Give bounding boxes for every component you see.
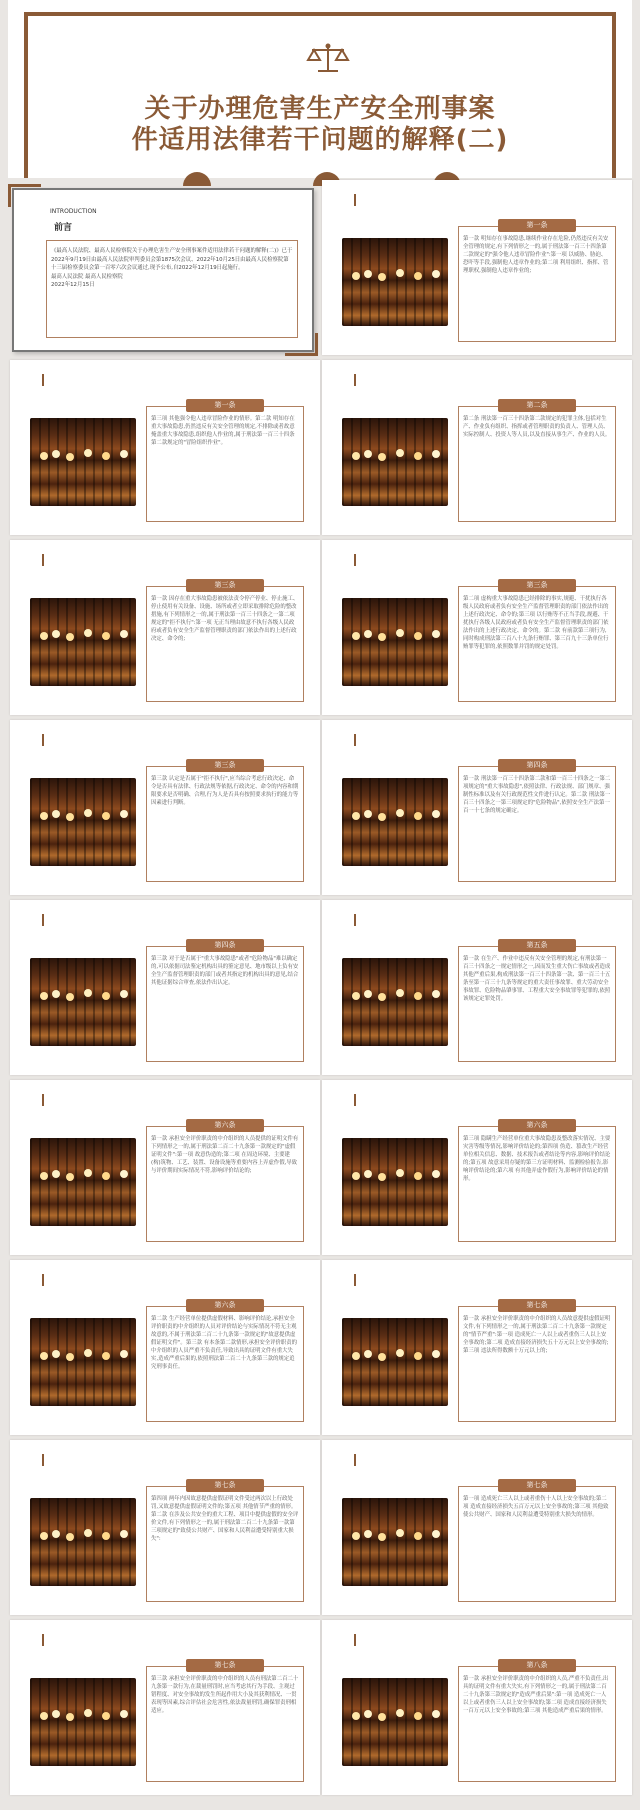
slide-tick-decoration [42, 1094, 44, 1106]
slide-thumbnail[interactable] [10, 1440, 320, 1615]
article-text: 第三项 隐瞒生产经营单位重大事故隐患及整改落实情况、主要灾害等级等情况,影响评价结论的;第四项 伪造、篡改生产经营单位相关信息、数据、技术报告或者结论等内容,影响评价结论的;第五项 故意采用存疑的第三方证明材料、监测检验报告,影响评价结论的;第六项 有其他弄虚作假行为,影响评价结论的情形。 [463, 1136, 611, 1182]
article-label: 第三条 [498, 579, 576, 592]
article-text-box [146, 1481, 304, 1602]
article-label: 第六条 [186, 1299, 264, 1312]
slide-thumbnail[interactable] [10, 360, 320, 535]
slide-thumbnail[interactable] [322, 1080, 632, 1255]
bookshelf-photo [342, 1678, 448, 1766]
article-text-box [458, 1661, 616, 1782]
cover-slide[interactable] [8, 0, 632, 178]
article-label: 第六条 [186, 1119, 264, 1132]
bookshelf-photo [30, 1318, 136, 1406]
slide-tick-decoration [354, 554, 356, 566]
article-label: 第七条 [186, 1479, 264, 1492]
bookshelf-photo [342, 1318, 448, 1406]
bookshelf-photo [30, 1678, 136, 1766]
article-text: 第一款 在生产、作业中违反有关安全管理的规定,有刑法第一百三十四条之一规定情形之一,因而发生重大伤亡事故或者造成其他严重后果,构成刑法第一百三十四条第一款、第一百三十五条至第一百三十九条等规定的重大责任事故罪、重大劳动安全事故罪、危险物品肇事罪、工程重大安全事故罪等犯罪的,依照该规定定罪处罚。 [463, 956, 611, 1002]
article-text-box [146, 1301, 304, 1422]
article-text: 第三款 认定是否属于"拒不执行",应当综合考虑行政决定、命令是否具有法律、行政法规等依据,行政决定、命令的内容和期限要求是否明确、合理,行为人是否具有按照要求执行的能力等因素进行判断。 [151, 776, 299, 806]
article-label: 第七条 [186, 1659, 264, 1672]
slide-thumbnail[interactable] [10, 540, 320, 715]
slide-tick-decoration [354, 1634, 356, 1646]
article-text: 第三项 其他强令他人违章冒险作业的情形。第二款 明知存在重大事故隐患,仍然违反有关安全管理的规定,不排除或者故意掩盖重大事故隐患,组织他人作业的,属于刑法第一百三十四条第二款规定的"冒险组织作业"。 [151, 416, 295, 446]
article-text: 第一项 造成死亡三人以上或者重伤十人以上安全事故的;第二项 造成直接经济损失五百万元以上安全事故的;第三项 其他致使公共财产、国家和人民利益遭受特别重大损失的情形。 [463, 1496, 609, 1518]
slide-thumbnail[interactable] [322, 900, 632, 1075]
cover-title-line-1: 关于办理危害生产安全刑事案 [144, 94, 496, 124]
article-text: 第一款 刑法第一百三十四条第二款和第一百三十四条之一第二项规定的"重大事故隐患",依照法律、行政法规、部门规章、强制性标准以及有关行政规范性文件进行认定。第二款 刑法第一百三十四条之一第三项规定的"危险物品",依照安全生产法第一百一十七条的规定确定。 [463, 776, 611, 814]
slide-tick-decoration [354, 194, 356, 206]
article-text-box [146, 941, 304, 1062]
article-text: 第一款 承担安全评价职责的中介组织的人员,严重不负责任,出具的证明文件有重大失实,有下列情形之一的,属于刑法第二百二十九条第三款规定的"造成严重后果":第一项 造成死亡一人以上或者重伤三人以上安全事故的;第二项 造成直接经济损失一百万元以上安全事故的;第三项 其他造成严重后果的情形。 [463, 1676, 609, 1714]
article-label: 第四条 [186, 939, 264, 952]
slide-tick-decoration [42, 1274, 44, 1286]
article-text: 第四项 两年内因故意提供虚假证明文件受过两次以上行政处罚,又故意提供虚假证明文件的;第五项 其他情节严重的情形。第二款 在涉及公共安全的重大工程、项目中提供虚假的安全评价文件,有下列情形之一的,属于刑法第二百二十九条第一款第三项规定的"致使公共财产、国家和人民利益遭受特别重大损失": [151, 1496, 299, 1542]
slide-tick-decoration [354, 1094, 356, 1106]
slide-thumbnail[interactable] [322, 720, 632, 895]
article-text-box [458, 1301, 616, 1422]
slide-thumbnail[interactable] [322, 540, 632, 715]
intro-slide[interactable] [12, 188, 314, 352]
slide-tick-decoration [354, 914, 356, 926]
bookshelf-photo [30, 1498, 136, 1586]
bookshelf-photo [342, 598, 448, 686]
article-text: 第二条 刑法第一百三十四条第二款规定的犯罪主体,包括对生产、作业负有组织、指挥或者管理职责的负责人、管理人员、实际控制人、投资人等人员,以及直接从事生产、作业的人员。 [463, 416, 611, 438]
bookshelf-photo [342, 778, 448, 866]
slide-tick-decoration [354, 1274, 356, 1286]
article-label: 第六条 [498, 1119, 576, 1132]
slide-thumbnail[interactable] [322, 180, 632, 355]
article-text: 第一款 因存在重大事故隐患被依法责令停产停业、停止施工、停止使用有关设备、设施、场所或者立即采取排除危险的整改措施,有下列情形之一的,属于刑法第一百三十四条之一第二项规定的"拒不执行":第一项 无正当理由故意不执行各级人民政府或者负有安全生产监督管理职责的部门依法作出的上述行政决定、命令的; [151, 596, 299, 642]
intro-line: 最高人民法院 最高人民检察院 [51, 273, 123, 280]
cover-title-line-2: 件适用法律若干问题的解释(二) [131, 125, 509, 155]
slide-tick-decoration [354, 374, 356, 386]
article-text: 第一款 承担安全评价职责的中介组织的人员提供的证明文件有下列情形之一的,属于刑法第二百二十九条第一款规定的"虚假证明文件":第一项 故意伪造的;第二项 在周边环境、主要建(构)筑物、工艺、装置、设备设施等重要内容上弄虚作假,导致与评价期间实际情况不符,影响评价结论的; [151, 1136, 299, 1174]
article-label: 第三条 [186, 579, 264, 592]
article-text: 第一款 承担安全评价职责的中介组织的人员故意提供虚假证明文件,有下列情形之一的,属于刑法第二百二十九条第一款规定的"情节严重":第一项 造成死亡一人以上或者重伤三人以上安全事故的;第二项 造成直接经济损失五十万元以上安全事故的;第三项 违法所得数额十万元以上的; [463, 1316, 611, 1354]
slide-thumbnail[interactable] [10, 1620, 320, 1795]
article-text-box [146, 761, 304, 882]
bookshelf-photo [30, 778, 136, 866]
bookshelf-photo [342, 418, 448, 506]
article-label: 第一条 [186, 399, 264, 412]
article-text-box [146, 401, 304, 522]
slide-thumbnail[interactable] [322, 360, 632, 535]
slide-thumbnail[interactable] [10, 720, 320, 895]
slide-thumbnail[interactable] [322, 1260, 632, 1435]
intro-line: 《最高人民法院、最高人民检察院关于办理危害生产安全刑事案件适用法律若干问题的解释(二)》已于2022年9月19日由最高人民法院审判委员会第1875次会议、2022年10月25日由最高人民检察院第十三届检察委员会第一百零六次会议通过,现予公布,自2022年12月19日起施行。 [51, 248, 293, 272]
slide-tick-decoration [42, 1454, 44, 1466]
article-text: 第二款 生产经营单位提供虚假材料、影响评价结论,承担安全评价职责的中介组织的人员对评价结论与实际情况不符无主观故意的,不属于刑法第二百二十九条第一款规定的"故意提供虚假证明文件"。第三款 有本条第二款情形,承担安全评价职责的中介组织的人员严重不负责任,导致出具的证明文件有重大失实,造成严重后果的,依照刑法第二百二十九条第三款的规定追究刑事责任。 [151, 1316, 298, 1370]
article-text: 第一款 明知存在事故隐患,继续作业存在危险,仍然违反有关安全管理的规定,有下列情形之一的,属于刑法第一百三十四条第二款规定的"强令他人违章冒险作业":第一项 以威胁、胁迫、恐吓等手段,强制他人违章作业的;第二项 利用组织、指挥、管理职权,强制他人违章作业的; [463, 236, 609, 274]
article-text-box [458, 941, 616, 1062]
intro-text-box [46, 240, 298, 338]
bookshelf-photo [342, 1498, 448, 1586]
article-label: 第四条 [498, 759, 576, 772]
article-text-box [458, 1121, 616, 1242]
slide-thumbnail[interactable] [10, 1080, 320, 1255]
bookshelf-photo [30, 958, 136, 1046]
article-label: 第三条 [186, 759, 264, 772]
article-text-box [146, 1661, 304, 1782]
article-label: 第一条 [498, 219, 576, 232]
article-text-box [458, 401, 616, 522]
corner-decoration [8, 184, 41, 207]
article-text-box [458, 1481, 616, 1602]
bookshelf-photo [342, 238, 448, 326]
article-label: 第八条 [498, 1659, 576, 1672]
slide-tick-decoration [354, 734, 356, 746]
slide-tick-decoration [42, 914, 44, 926]
slide-tick-decoration [42, 734, 44, 746]
intro-line: 2022年12月15日 [51, 282, 95, 289]
slide-tick-decoration [42, 374, 44, 386]
slide-thumbnail[interactable] [322, 1620, 632, 1795]
article-text: 第二项 虚构重大事故隐患已经排除的事实,规避、干扰执行各级人民政府或者负有安全生产监督管理职责的部门依法作出的上述行政决定、命令的;第三项 以行贿等不正当手段,规避、干扰执行各级人民政府或者负有安全生产监督管理职责的部门依法作出的上述行政决定、命令的。第二款 有前款第三项行为,同时构成刑法第三百八十九条行贿罪、第三百九十三条单位行贿罪等犯罪的,依照数罪并罚的规定处罚。 [463, 596, 609, 650]
decor-dot [183, 172, 211, 186]
slide-tick-decoration [42, 1634, 44, 1646]
bookshelf-photo [342, 1138, 448, 1226]
bookshelf-photo [30, 598, 136, 686]
slide-thumbnail[interactable] [322, 1440, 632, 1615]
intro-body [51, 247, 293, 290]
bookshelf-photo [30, 1138, 136, 1226]
article-text-box [458, 761, 616, 882]
article-text-box [458, 581, 616, 702]
bookshelf-photo [342, 958, 448, 1046]
article-text: 第三款 对于是否属于"重大事故隐患"或者"危险物品"难以确定的,可以依据司法鉴定机构出具的鉴定意见、地市级以上负有安全生产监督管理职责的部门或者其指定的机构出具的意见,结合其他证据综合审查,依法作出认定。 [151, 956, 299, 986]
article-label: 第七条 [498, 1479, 576, 1492]
article-label: 第五条 [498, 939, 576, 952]
slide-tick-decoration [42, 554, 44, 566]
slide-thumbnail[interactable] [10, 1260, 320, 1435]
intro-heading: 前言 [54, 223, 73, 233]
slide-tick-decoration [354, 1454, 356, 1466]
cover-title [8, 94, 632, 156]
intro-english-label: INTRODUCTION [50, 208, 97, 215]
scale-of-justice-icon [306, 42, 350, 74]
article-text-box [146, 1121, 304, 1242]
article-text-box [458, 221, 616, 342]
article-text-box [146, 581, 304, 702]
article-text: 第三款 承担安全评价职责的中介组织的人员有刑法第二百二十九条第一款行为,在裁量刑罚时,应当考虑其行为手段、主观过错程度、对安全事故的发生所起作用大小及其获利情况、一贯表现等因素,综合评估社会危害性,依法裁量刑罚,确保罪责刑相适应。 [151, 1676, 299, 1714]
article-label: 第七条 [498, 1299, 576, 1312]
slide-thumbnail[interactable] [10, 900, 320, 1075]
bookshelf-photo [30, 418, 136, 506]
article-label: 第二条 [498, 399, 576, 412]
